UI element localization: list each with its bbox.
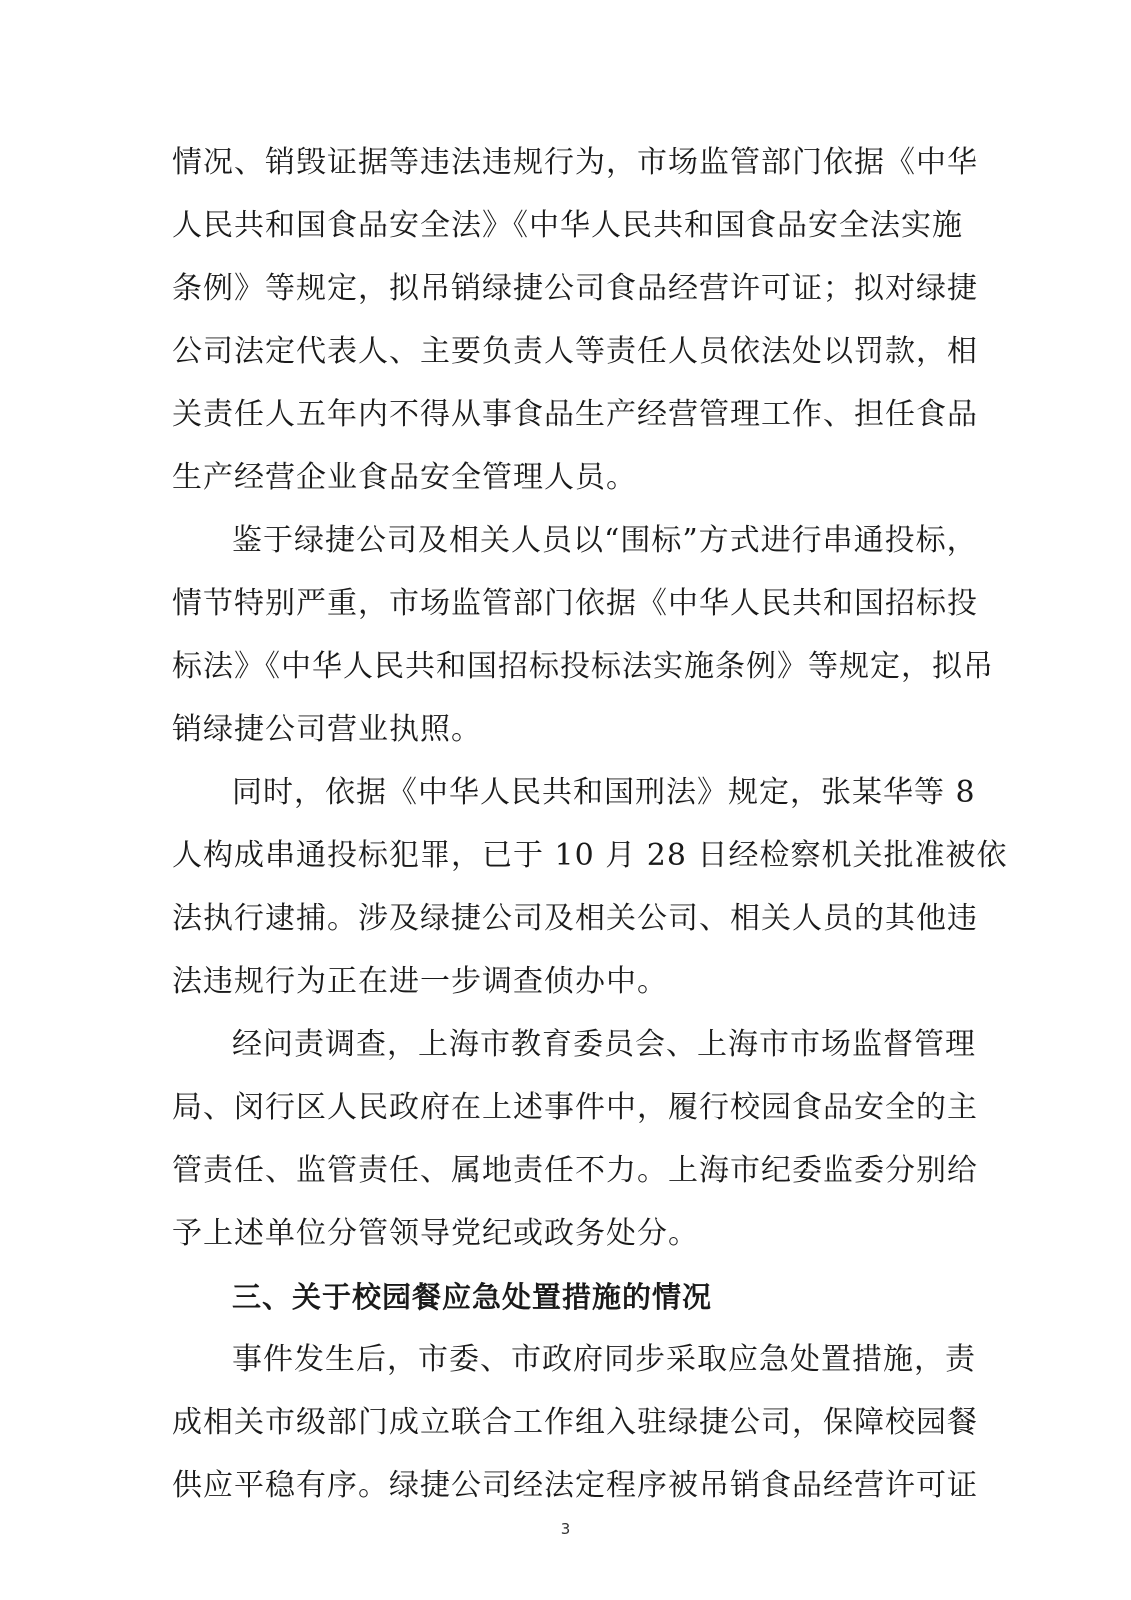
- paragraph-line: 事件发生后，市委、市政府同步采取应急处置措施，责: [232, 1342, 976, 1377]
- paragraph-line: 局、闵行区人民政府在上述事件中，履行校园食品安全的主: [172, 1090, 978, 1125]
- paragraph-line: 关责任人五年内不得从事食品生产经营管理工作、担任食品: [172, 397, 978, 432]
- paragraph-line: 鉴于绿捷公司及相关人员以“围标”方式进行串通投标，: [232, 523, 978, 558]
- paragraph-line: 生产经营企业食品安全管理人员。: [172, 460, 637, 495]
- page-number: 3: [560, 1520, 571, 1538]
- paragraph-line: 经问责调查，上海市教育委员会、上海市市场监督管理: [232, 1027, 976, 1062]
- paragraph-line: 供应平稳有序。绿捷公司经法定程序被吊销食品经营许可证: [172, 1468, 978, 1503]
- paragraph-line: 同时，依据《中华人民共和国刑法》规定，张某华等 8: [232, 775, 976, 810]
- section-heading: 三、关于校园餐应急处置措施的情况: [232, 1280, 713, 1314]
- paragraph-line: 成相关市级部门成立联合工作组入驻绿捷公司，保障校园餐: [172, 1405, 978, 1440]
- paragraph-line: 条例》等规定，拟吊销绿捷公司食品经营许可证；拟对绿捷: [172, 271, 978, 306]
- paragraph-line: 法执行逮捕。涉及绿捷公司及相关公司、相关人员的其他违: [172, 901, 978, 936]
- paragraph-line: 予上述单位分管领导党纪或政务处分。: [172, 1216, 699, 1251]
- paragraph-line: 公司法定代表人、主要负责人等责任人员依法处以罚款，相: [172, 334, 978, 369]
- paragraph-line: 管责任、监管责任、属地责任不力。上海市纪委监委分别给: [172, 1153, 978, 1188]
- paragraph-line: 法违规行为正在进一步调查侦办中。: [172, 964, 668, 999]
- paragraph-line: 情况、销毁证据等违法违规行为，市场监管部门依据《中华: [172, 145, 978, 180]
- paragraph-line: 销绿捷公司营业执照。: [172, 712, 482, 747]
- paragraph-line: 情节特别严重，市场监管部门依据《中华人民共和国招标投: [172, 586, 978, 621]
- paragraph-line: 人民共和国食品安全法》《中华人民共和国食品安全法实施: [172, 208, 963, 243]
- paragraph-line: 标法》《中华人民共和国招标投标法实施条例》等规定，拟吊: [172, 649, 994, 684]
- paragraph-line: 人构成串通投标犯罪，已于 10 月 28 日经检察机关批准被依: [172, 838, 1008, 873]
